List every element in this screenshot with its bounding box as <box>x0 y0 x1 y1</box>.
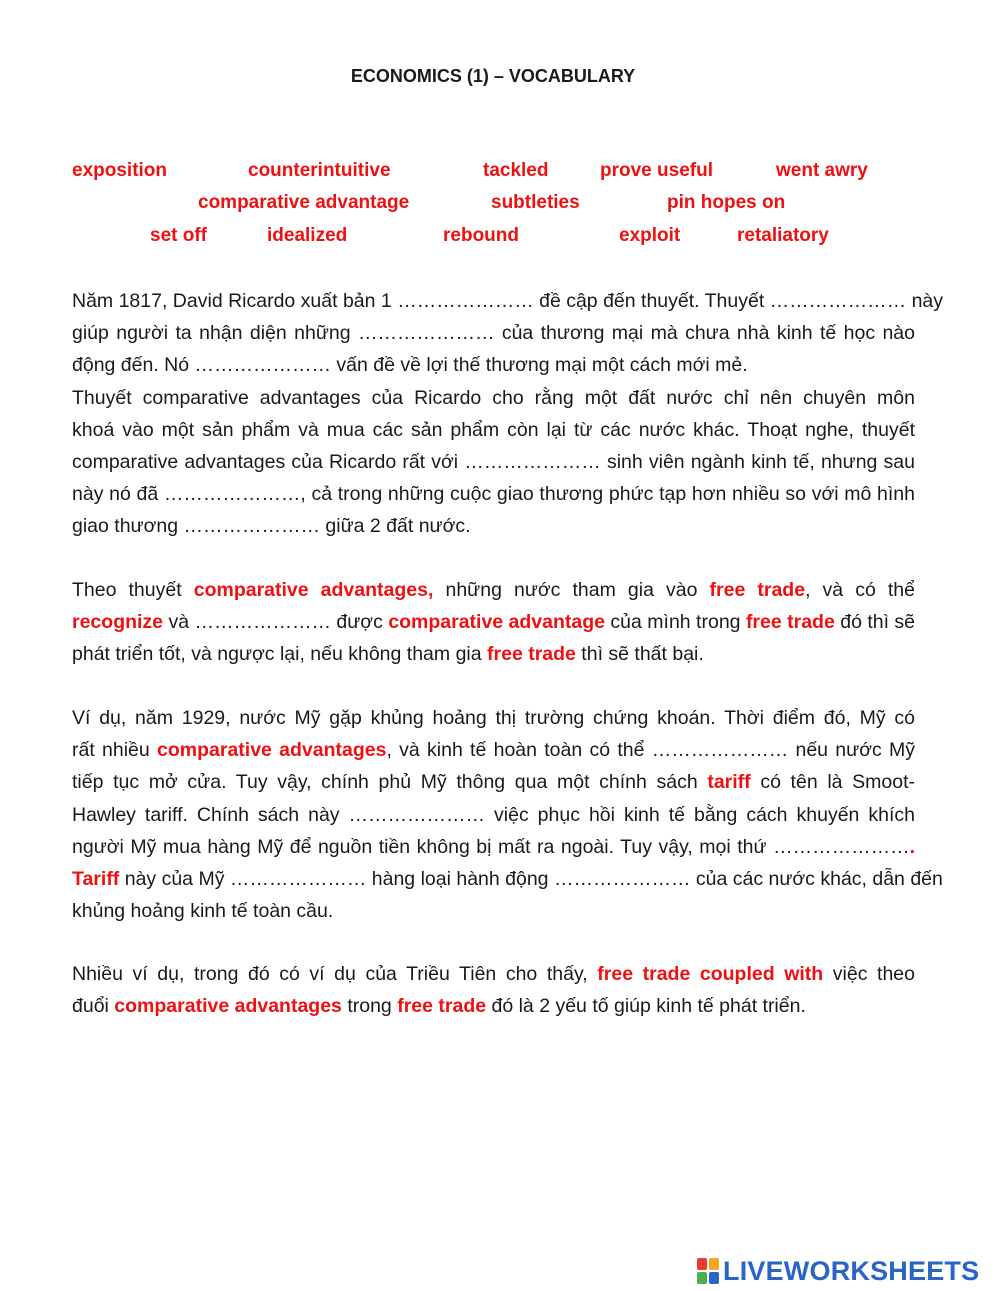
key-term: free trade <box>745 611 835 634</box>
key-term: comparative advantages <box>114 995 342 1018</box>
answer-blank[interactable]: ………………… <box>397 290 534 312</box>
text-line: khủng hoảng kinh tế toàn cầu. <box>72 900 334 923</box>
text-line: Thuyết comparative advantages của Ricardo cho rằng một đất nước chỉ nên chuyên môn <box>72 386 915 409</box>
answer-blank[interactable]: ………………… <box>464 451 601 474</box>
text-line: Nhiều ví dụ, trong đó có ví dụ của Triều Tiên cho thấy, free trade coupled with việc theo <box>72 963 915 985</box>
word-bank-item: retaliatory <box>737 225 829 246</box>
text-line: tiếp tục mở cửa. Tuy vậy, chính phủ Mỹ thông qua một chính sách tariff có tên là Smoot- <box>72 771 915 794</box>
text-line: recognize và ………………… được comparative advantage của mình trong free trade đó thì sẽ <box>72 611 916 634</box>
text-line: Tariff này của Mỹ ………………… hàng loại hành động ………………… của các nước khác, dẫn đến <box>72 868 943 891</box>
word-bank-row-2 <box>0 192 1000 220</box>
word-bank-row-3 <box>0 225 1000 253</box>
paragraph-4 <box>72 958 915 1022</box>
word-bank-item: pin hopes on <box>667 192 786 213</box>
word-bank-item: tackled <box>483 160 549 181</box>
key-term: free trade coupled with <box>597 963 824 985</box>
text-line: giúp người ta nhận diện những ………………… của thương mại mà chưa nhà kinh tế học nào <box>72 322 915 345</box>
text-line: người Mỹ mua hàng Mỹ để nguồn tiền không bị mất ra ngoài. Tuy vậy, mọi thứ …………………. <box>72 835 915 858</box>
key-term: comparative advantages, <box>193 579 434 601</box>
word-bank-item: comparative advantage <box>198 192 410 213</box>
logo-text: LIVEWORKSHEETS <box>723 1255 980 1286</box>
liveworksheets-logo-icon <box>697 1258 719 1284</box>
key-term: free trade <box>397 995 487 1018</box>
answer-blank[interactable]: ………………… <box>163 483 301 506</box>
liveworksheets-logo[interactable] <box>697 1256 979 1286</box>
word-bank-item: exploit <box>619 225 681 246</box>
page-title: ECONOMICS (1) – VOCABULARY <box>350 66 636 86</box>
paragraph-1 <box>72 285 944 543</box>
key-term: tariff <box>707 771 751 794</box>
key-term: recognize <box>72 611 164 634</box>
word-bank-item: idealized <box>267 225 348 246</box>
key-term: comparative advantage <box>388 611 606 634</box>
word-bank-item: subtleties <box>491 192 580 213</box>
text-line: phát triển tốt, và ngược lại, nếu không tham gia free trade thì sẽ thất bại. <box>72 643 704 666</box>
answer-blank[interactable]: ………………… <box>183 515 320 538</box>
answer-blank[interactable]: ………………… <box>229 868 367 891</box>
key-term: comparative advantages <box>157 739 387 762</box>
word-bank-item: set off <box>150 225 207 246</box>
answer-blank[interactable]: ………………… <box>553 868 691 891</box>
paragraph-3 <box>72 702 943 927</box>
word-bank-item: went awry <box>776 160 868 181</box>
text-line: comparative advantages của Ricardo rất với ………………… sinh viên ngành kinh tế, nhưng sau <box>72 451 916 474</box>
answer-blank[interactable]: ………………… <box>769 290 907 312</box>
answer-blank[interactable]: ………………… <box>357 322 495 345</box>
text-line: này nó đã …………………, cả trong những cuộc giao thương phức tạp hơn nhiều so với mô hình <box>72 483 915 506</box>
word-bank-item: exposition <box>72 160 168 181</box>
key-term: free trade <box>709 579 806 601</box>
answer-blank[interactable]: ………………… <box>651 739 789 762</box>
key-term: Tariff <box>72 868 120 891</box>
word-bank-item: prove useful <box>600 160 713 181</box>
answer-blank[interactable]: ………………… <box>194 354 332 377</box>
text-line: Ví dụ, năm 1929, nước Mỹ gặp khủng hoảng thị trường chứng khoán. Thời điểm đó, Mỹ có <box>72 707 915 729</box>
text-line: động đến. Nó ………………… vấn đề về lợi thế thương mại một cách mới mẻ. <box>72 354 748 377</box>
text-line: Theo thuyết comparative advantages, những nước tham gia vào free trade, và có thể <box>72 579 915 601</box>
paragraph-2 <box>72 574 915 671</box>
answer-blank[interactable]: ………………… <box>773 835 910 858</box>
word-bank-item: rebound <box>443 225 519 246</box>
answer-blank[interactable]: ………………… <box>194 611 331 634</box>
text-line: Hawley tariff. Chính sách này ………………… việc phục hồi kinh tế bằng cách khuyến khích <box>72 803 915 826</box>
answer-blank[interactable]: ………………… <box>348 803 486 826</box>
word-bank-item: counterintuitive <box>248 160 391 181</box>
text-line: rất nhiều comparative advantages, và kinh tế hoàn toàn có thể ………………… nếu nước Mỹ <box>72 739 915 762</box>
word-bank-row-1 <box>0 160 1000 188</box>
text-line: giao thương ………………… giữa 2 đất nước. <box>72 515 471 538</box>
text-line: Năm 1817, David Ricardo xuất bản 1 ………………… đề cập đến thuyết. Thuyết ………………… này <box>72 290 944 312</box>
text-line: khoá vào một sản phẩm và mua các sản phẩm còn lại từ các nước khác. Thoạt nghe, thuyết <box>72 418 915 441</box>
key-term: free trade <box>487 643 576 666</box>
text-line: đuổi comparative advantages trong free trade đó là 2 yếu tố giúp kinh tế phát triển. <box>72 995 806 1018</box>
